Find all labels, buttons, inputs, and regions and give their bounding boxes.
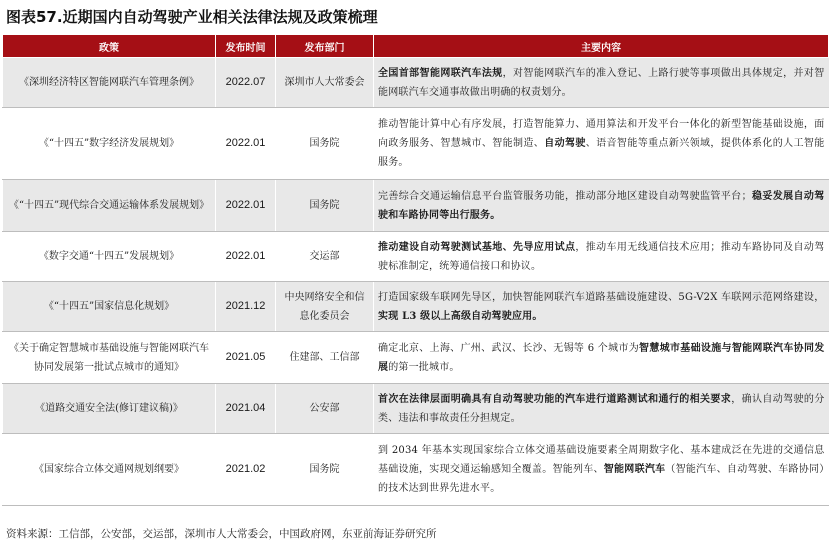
table-header-row	[3, 35, 829, 58]
content-cell	[374, 58, 829, 108]
content-highlight: 自动驾驶	[544, 138, 586, 149]
content-text: 确定北京、上海、广州、武汉、长沙、无锡等 6 个城市为	[378, 342, 640, 354]
date-cell: 2022.01	[216, 108, 276, 180]
col-header-policy: 政策	[3, 35, 216, 58]
dept-cell: 交运部	[276, 232, 374, 282]
content-text: 打造国家级车联网先导区，加快智能网联汽车道路基础设施建设、5G-V2X 车联网示范网络建设，	[378, 291, 825, 303]
date-cell: 2022.01	[216, 180, 276, 232]
content-highlight: 智能网联汽车	[603, 464, 666, 475]
content-cell	[374, 282, 829, 332]
policy-cell: 《数字交通“十四五”发展规划》	[3, 232, 216, 282]
content-highlight: 全国首部智能网联汽车法规	[378, 67, 503, 79]
policy-table-wrapper	[2, 34, 828, 506]
dept-cell: 国务院	[276, 108, 374, 180]
dept-cell: 深圳市人大常委会	[276, 58, 374, 108]
date-cell: 2021.02	[216, 434, 276, 506]
source-note: 资料来源：工信部，公安部，交运部，深圳市人大常委会，中国政府网，东亚前海证券研究所	[6, 528, 437, 540]
content-highlight: 推动建设自动驾驶测试基地、先导应用试点	[378, 241, 576, 253]
date-cell: 2021.05	[216, 332, 276, 384]
content-highlight: 稳妥发展自动驾驶和车路协同等出行服务。	[378, 190, 825, 221]
col-header-dept: 发布部门	[276, 35, 374, 58]
table-row	[3, 58, 829, 108]
table-row	[3, 434, 829, 506]
content-text: 、语音智能等重点新兴领域，提供体系化的人工智能服务。	[378, 138, 825, 168]
content-highlight: 实现 L3 级以上高级自动驾驶应用。	[378, 310, 543, 322]
date-cell: 2021.12	[216, 282, 276, 332]
content-highlight: 智慧城市基础设施与智能网联汽车协同发展	[378, 342, 825, 373]
date-cell: 2022.07	[216, 58, 276, 108]
col-header-date: 发布时间	[216, 35, 276, 58]
content-cell	[374, 232, 829, 282]
content-cell	[374, 180, 829, 232]
dept-cell: 住建部、工信部	[276, 332, 374, 384]
content-text: 推动智能计算中心有序发展，打造智能算力、通用算法和开发平台一体化的新型智能基础设施，面向政务服务、智慧城市、智能制造、	[378, 119, 825, 149]
content-text: 的第一批城市。	[388, 361, 460, 373]
content-text: 完善综合交通运输信息平台监管服务功能，推动部分地区建设自动驾驶监管平台；	[378, 190, 752, 202]
content-text: 到 2034 年基本实现国家综合立体交通基础设施要素全周期数字化、基本建成泛在先进的交通信息基础设施，实现交通运输感知全覆盖。智能列车、	[378, 445, 825, 475]
policy-cell: 《深圳经济特区智能网联汽车管理条例》	[3, 58, 216, 108]
dept-cell: 中央网络安全和信息化委员会	[276, 282, 374, 332]
content-cell	[374, 332, 829, 384]
content-text: ，确认自动驾驶的分类、违法和事故责任分担规定。	[378, 393, 825, 424]
date-cell: 2021.04	[216, 384, 276, 434]
figure-title: 图表57.近期国内自动驾驶产业相关法律法规及政策梳理	[6, 8, 378, 26]
content-text: ，对智能网联汽车的准入登记、上路行驶等事项做出具体规定，并对智能网联汽车交通事故做出明确的权责划分。	[378, 67, 825, 98]
policy-cell: 《“十四五”数字经济发展规划》	[3, 108, 216, 180]
policy-cell: 《国家综合立体交通网规划纲要》	[3, 434, 216, 506]
content-text: ，推动车用无线通信技术应用；推动车路协同及自动驾驶标准制定，统筹通信接口和协议。	[378, 241, 825, 272]
policy-table	[2, 34, 829, 506]
col-header-content: 主要内容	[374, 35, 829, 58]
dept-cell: 公安部	[276, 384, 374, 434]
table-row	[3, 180, 829, 232]
policy-cell: 《“十四五”现代综合交通运输体系发展规划》	[3, 180, 216, 232]
content-cell	[374, 434, 829, 506]
table-row	[3, 332, 829, 384]
table-row	[3, 282, 829, 332]
policy-cell: 《关于确定智慧城市基础设施与智能网联汽车协同发展第一批试点城市的通知》	[3, 332, 216, 384]
policy-cell: 《“十四五”国家信息化规划》	[3, 282, 216, 332]
dept-cell: 国务院	[276, 434, 374, 506]
table-row	[3, 384, 829, 434]
date-cell: 2022.01	[216, 232, 276, 282]
content-cell	[374, 108, 829, 180]
content-highlight: 首次在法律层面明确具有自动驾驶功能的汽车进行道路测试和通行的相关要求	[378, 393, 732, 405]
policy-cell: 《道路交通安全法(修订建议稿)》	[3, 384, 216, 434]
dept-cell: 国务院	[276, 180, 374, 232]
table-row	[3, 232, 829, 282]
table-body	[3, 58, 829, 506]
table-row	[3, 108, 829, 180]
content-cell	[374, 384, 829, 434]
content-text: （智能汽车、自动驾驶、车路协同）的技术达到世界先进水平。	[378, 464, 825, 494]
